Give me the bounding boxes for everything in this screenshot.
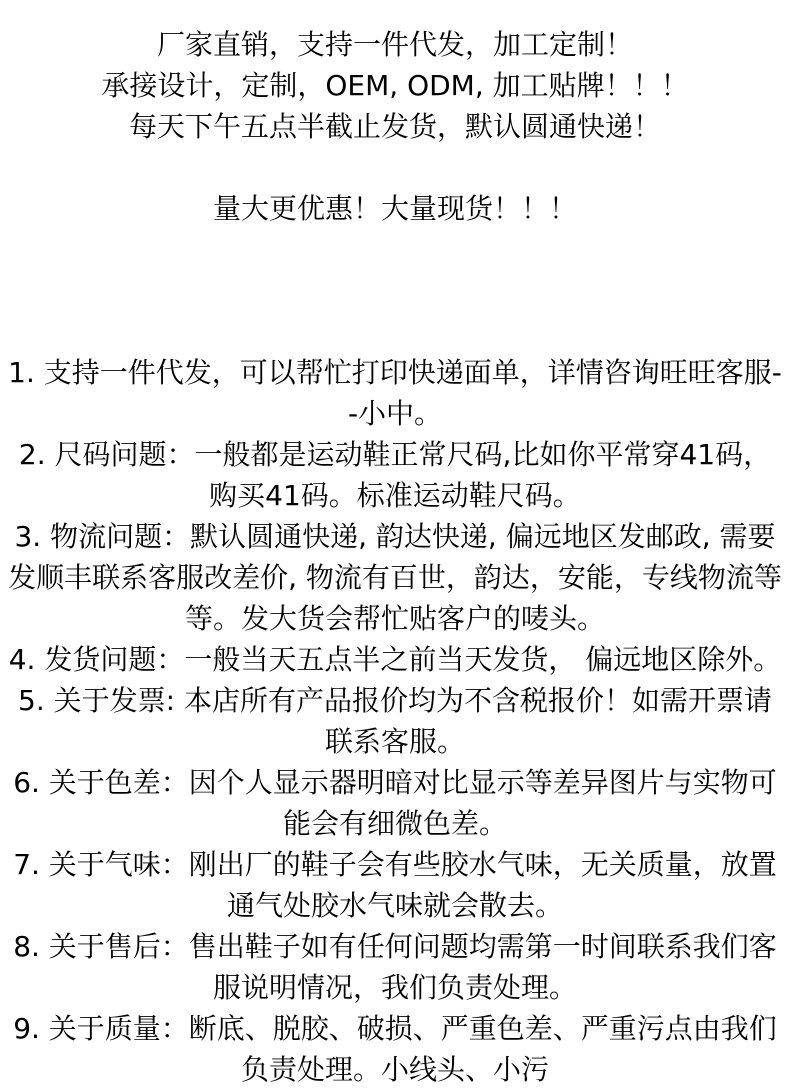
term-item-shipping: 4. 发货问题：一般当天五点半之前当天发货， 偏远地区除外。 xyxy=(8,643,782,676)
term-item-size: 2. 尺码问题：一般都是运动鞋正常尺码,比如你平常穿41码，购买41码。标准运动鞋尺码。 xyxy=(18,438,772,512)
term-item-quality: 9. 关于质量：断底、脱胶、破损、严重色差、严重污点由我们负责处理。小线头、小污 xyxy=(13,1012,777,1086)
term-item-color-difference: 6. 关于色差：因个人显示器明暗对比显示等差异图片与实物可能会有细微色差。 xyxy=(13,766,777,840)
header-line-shipping-cutoff: 每天下午五点半截止发货，默认圆通快递！ xyxy=(128,110,661,143)
term-item-logistics: 3. 物流问题：默认圆通快递, 韵达快递, 偏远地区发邮政, 需要发顺丰联系客服改差价, 物流有百世，韵达，安能，专线物流等等。发大货会帮忙贴客户的唛头。 xyxy=(8,520,782,635)
header-line-oem-odm: 承接设计，定制，OEM, ODM, 加工贴牌！！！ xyxy=(101,69,689,102)
promo-line: 量大更优惠！大量现货！！！ xyxy=(212,192,577,225)
term-item-odor: 7. 关于气味：刚出厂的鞋子会有些胶水气味，无关质量，放置通气处胶水气味就会散去。 xyxy=(13,848,777,922)
header-line-factory-direct: 厂家直销，支持一件代发，加工定制！ xyxy=(156,28,633,61)
terms-list xyxy=(6,352,784,1090)
term-item-after-sales: 8. 关于售后：售出鞋子如有任何问题均需第一时间联系我们客服说明情况，我们负责处理。 xyxy=(13,930,777,1004)
term-item-invoice: 5. 关于发票: 本店所有产品报价均为不含税报价！如需开票请联系客服。 xyxy=(18,684,772,758)
store-header xyxy=(6,24,784,229)
term-item-dropshipping: 1. 支持一件代发，可以帮忙打印快递面单，详情咨询旺旺客服--小中。 xyxy=(8,356,782,430)
